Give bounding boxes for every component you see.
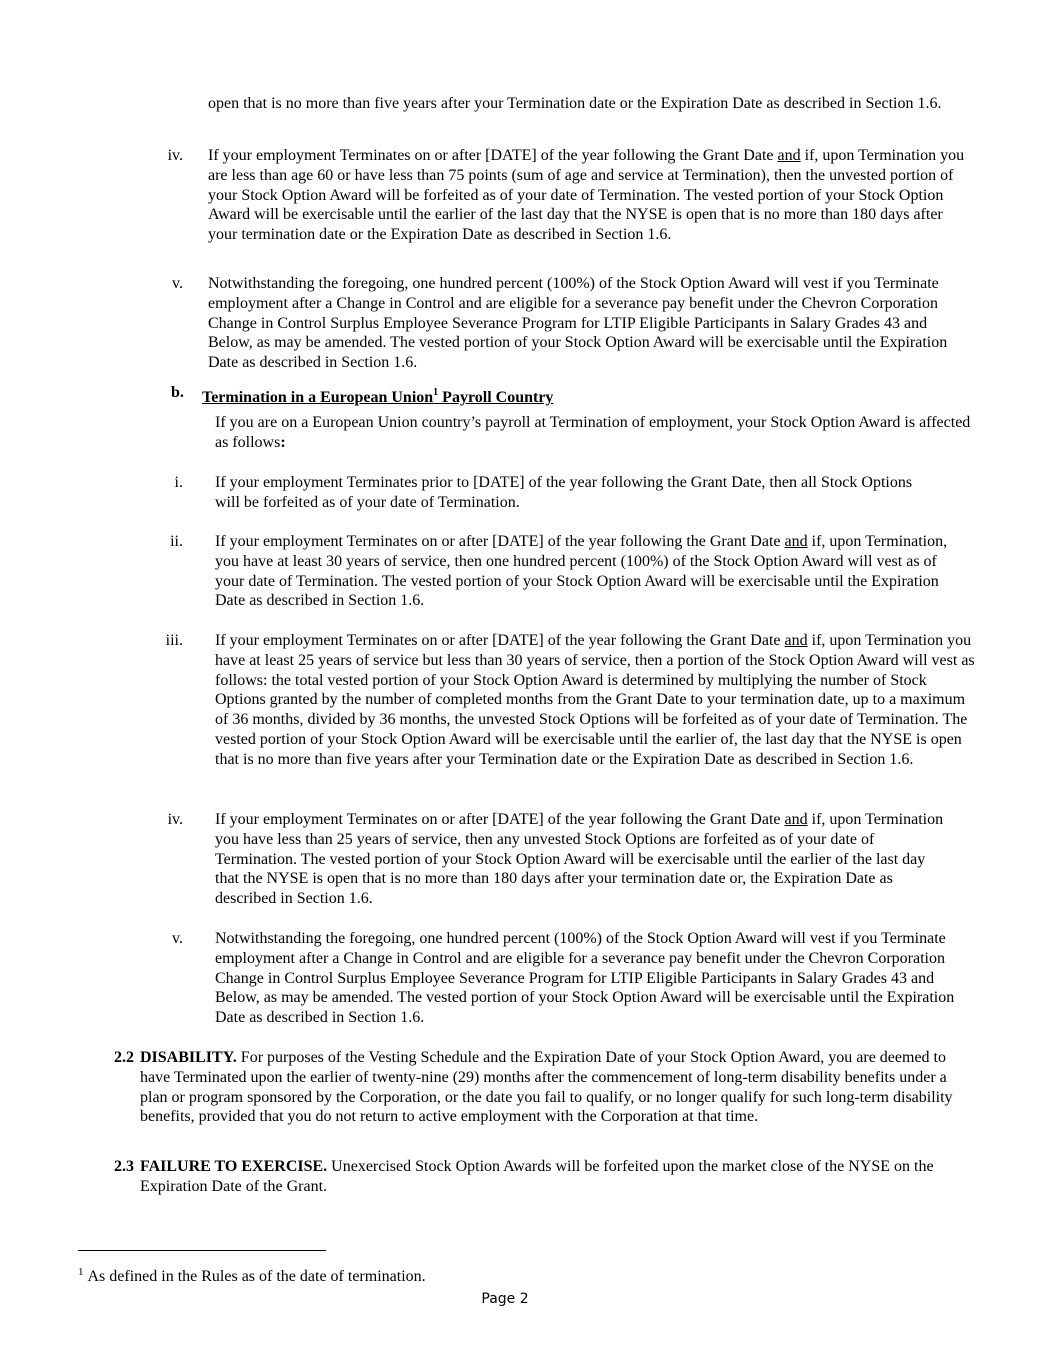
list-item-a-v: Notwithstanding the foregoing, one hundred percent (100%) of the Stock Option Award will vest if you Terminate employment after a Change in Control and are eligible for a severance pay benefit under the Chevron Corporation Change in Control Surplus Employee Severance Program for LTIP Eligible Participants in Salary Grades 43 and Below, as may be amended. The vested portion of your Stock Option Award will be exercisable until the Expiration Date as described in Section 1.6. (208, 275, 948, 372)
list-label-b-v: v. (172, 930, 183, 947)
underlined-and: and (784, 811, 808, 828)
list-item-b-i: If your employment Terminates prior to [DATE] of the year following the Grant Date, then all Stock Options will be forfeited as of your date of Termination. (215, 474, 913, 511)
footnote-reference: 1 (433, 387, 439, 398)
footnote (78, 1262, 426, 1287)
list-label-b-iv: iv. (167, 811, 183, 828)
list-label-b-ii: ii. (170, 533, 183, 550)
underlined-and: and (784, 533, 808, 550)
list-label-a-iv: iv. (167, 147, 183, 164)
list-label-b-iii: iii. (165, 632, 183, 649)
intro-text: If you are on a European Union country’s payroll at Termination of employment, your Stock Option Award is affected as follows (215, 414, 971, 451)
item-text: If your employment Terminates on or after [DATE] of the year following the Grant Date (215, 811, 785, 828)
footnote-text: As defined in the Rules as of the date of termination. (87, 1268, 426, 1285)
item-text: if, upon Termination, you have at least 30 years of service, then one hundred percent (100%) of the Stock Option Award will vest as of your date of Termination. The vested portion of your Stock Option Award will be exercisable until the Expiration Date as described in Section 1.6. (215, 533, 948, 610)
section-text: Unexercised Stock Option Awards will be forfeited upon the market close of the NYSE on the Expiration Date of the Grant. (140, 1158, 934, 1195)
section-2-2-paragraph (140, 1048, 955, 1127)
heading-title (202, 383, 553, 408)
heading-label: b. (171, 384, 184, 401)
list-item-b-iii (215, 631, 975, 770)
list-label-a-v: v. (172, 275, 183, 292)
section-2-3-paragraph (140, 1157, 955, 1197)
intro-paragraph-b (215, 413, 975, 453)
list-item-b-ii (215, 532, 953, 611)
list-item-b-v: Notwithstanding the foregoing, one hundred percent (100%) of the Stock Option Award will vest if you Terminate employment after a Change in Control and are eligible for a severance pay benefit under the Chevron Corporation Change in Control Surplus Employee Severance Program for LTIP Eligible Participants in Salary Grades 43 and Below, as may be amended. The vested portion of your Stock Option Award will be exercisable until the Expiration Date as described in Section 1.6. (215, 930, 955, 1027)
item-text: if, upon Termination you are less than age 60 or have less than 75 points (sum of age and service at Termination), then the unvested portion of your Stock Option Award will be forfeited as of your date of Termination. The vested portion of your Stock Option Award will be exercisable until the earlier of the last day that the NYSE is open that is no more than 180 days after your termination date or the Expiration Date as described in Section 1.6. (208, 147, 965, 244)
item-text: If your employment Terminates on or after [DATE] of the year following the Grant Date (208, 147, 778, 164)
underlined-and: and (784, 632, 808, 649)
item-text: if, upon Termination you have at least 25 years of service but less than 30 years of service, then a portion of the Stock Option Award will vest as follows: the total vested portion of your Stock Option Award is determined by multiplying the number of Stock Options granted by the number of completed months from the Grant Date to your termination date, up to a maximum of 36 months, divided by 36 months, the unvested Stock Options will be forfeited as of your date of Termination. The vested portion of your Stock Option Award will be exercisable until the earlier of, the last day that the NYSE is open that is no more than five years after your Termination date or the Expiration Date as described in Section 1.6. (215, 632, 975, 768)
heading-title-part: Payroll Country (438, 389, 554, 406)
underlined-and: and (777, 147, 801, 164)
section-number-2-2: 2.2 (114, 1049, 134, 1066)
heading-title-part: Termination in a European Union (202, 389, 434, 406)
section-heading: DISABILITY. (140, 1049, 237, 1066)
list-item-a-iv (208, 146, 968, 245)
list-item-b-iv (215, 810, 950, 909)
item-text: If your employment Terminates on or after [DATE] of the year following the Grant Date (215, 632, 785, 649)
section-heading: FAILURE TO EXERCISE. (140, 1158, 328, 1175)
footnote-separator (78, 1250, 326, 1251)
item-text: If your employment Terminates on or after [DATE] of the year following the Grant Date (215, 533, 785, 550)
intro-colon: : (280, 433, 286, 451)
continuation-paragraph: open that is no more than five years after your Termination date or the Expiration Date as described in Section 1.6. (208, 95, 942, 112)
section-text: For purposes of the Vesting Schedule and the Expiration Date of your Stock Option Award, you are deemed to have Terminated upon the earlier of twenty-nine (29) months after the commencement of long-term disability benefits under a plan or program sponsored by the Corporation, or the date you fail to qualify, or no longer qualify for such long-term disability benefits, provided that you do not return to active employment with the Corporation at that time. (140, 1049, 953, 1126)
footnote-marker: 1 (78, 1266, 84, 1278)
list-label-b-i: i. (174, 474, 183, 491)
section-number-2-3: 2.3 (114, 1158, 134, 1175)
item-text: if, upon Termination you have less than 25 years of service, then any unvested Stock Options are forfeited as of your date of Termination. The vested portion of your Stock Option Award will be exercisable until the earlier of the last day that the NYSE is open that is no more than 180 days after your termination date or, the Expiration Date as described in Section 1.6. (215, 811, 944, 908)
page-number: Page 2 (481, 1291, 529, 1307)
